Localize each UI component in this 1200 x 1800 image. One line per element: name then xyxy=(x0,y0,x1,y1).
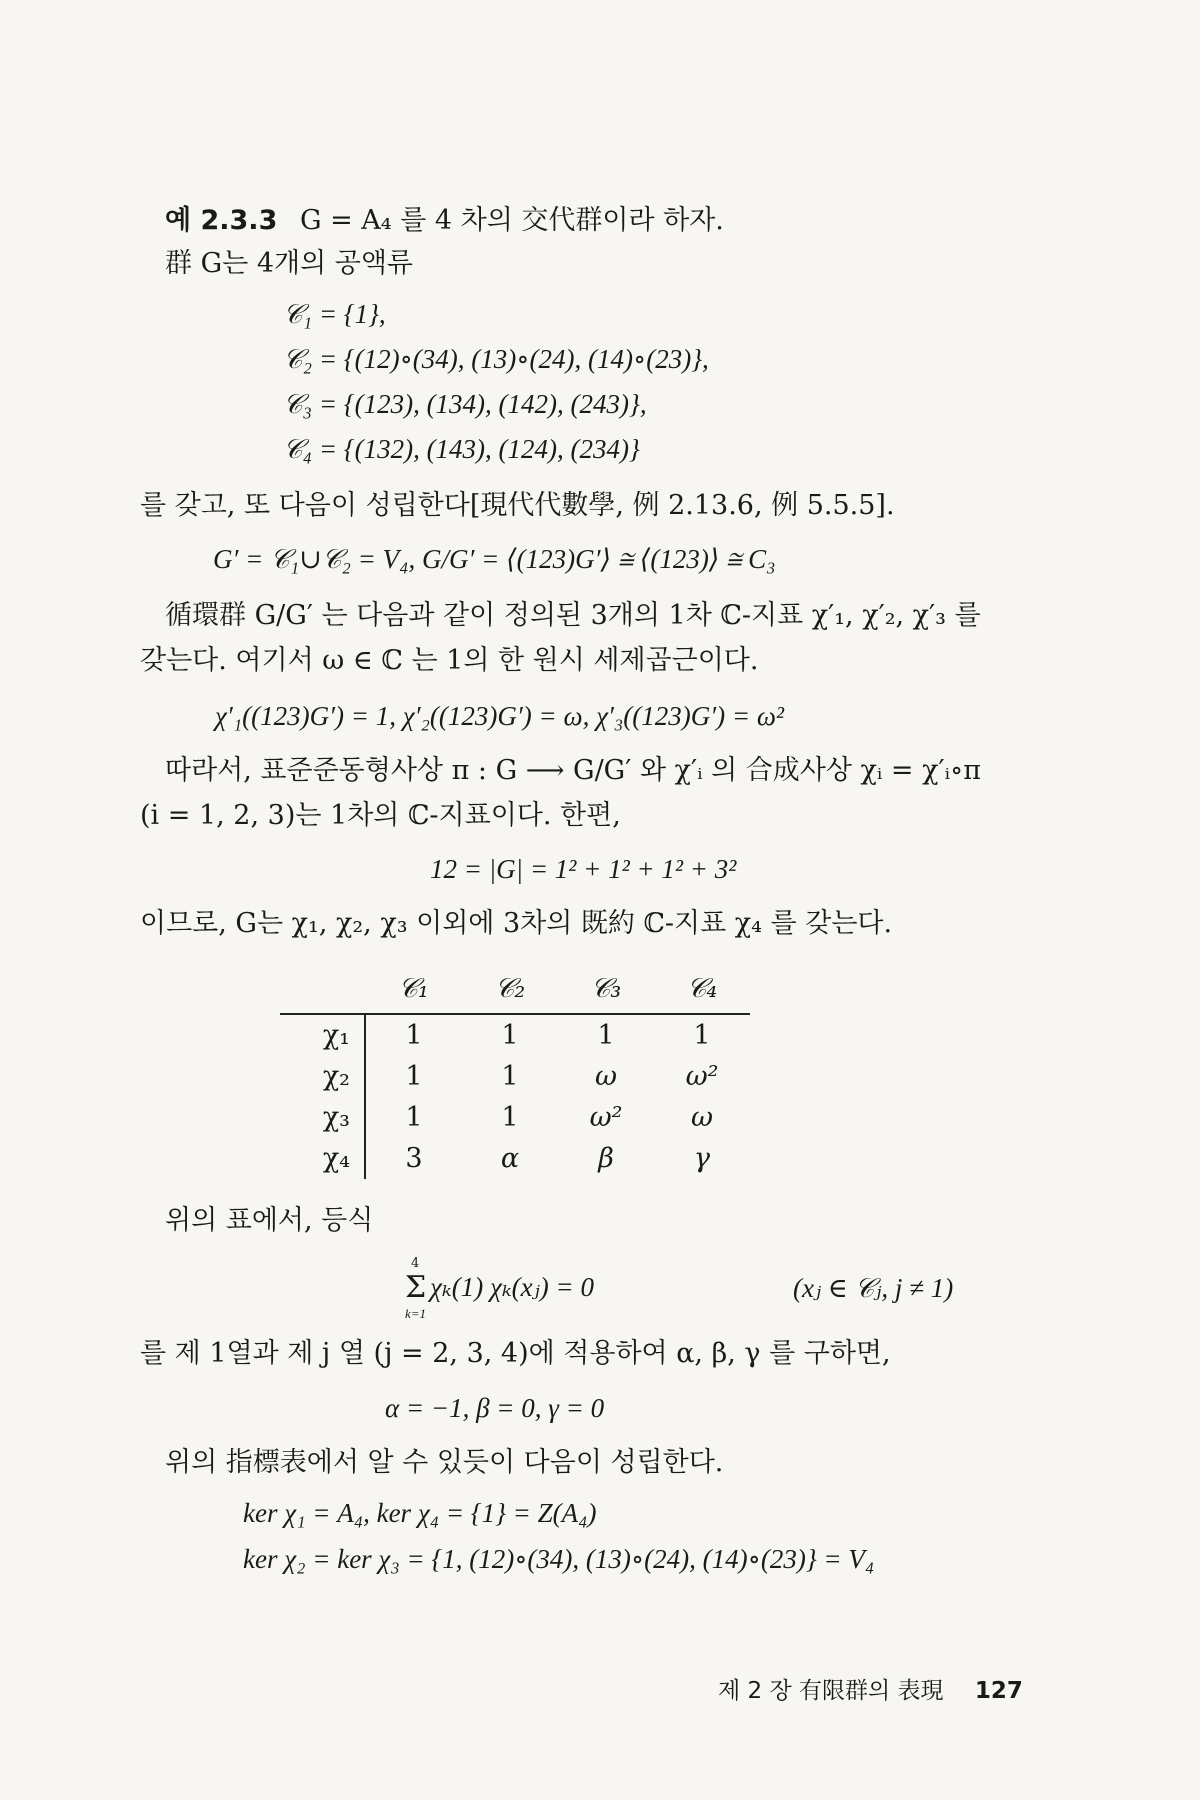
table-cell: ω² xyxy=(589,1102,623,1133)
table-cell: β xyxy=(598,1143,614,1174)
example-definition: G = A₄ 를 4 차의 交代群이라 하자. xyxy=(299,205,724,236)
table-column-header: 𝒞₂ xyxy=(462,965,558,1014)
paragraph-4: 이므로, G는 χ₁, χ₂, χ₃ 이외에 3차의 既約 ℂ-지표 χ₄ 를 갖는다. xyxy=(140,908,893,939)
paragraph-6: 를 제 1열과 제 j 열 (j = 2, 3, 4)에 적용하여 α, β, γ 를 구하면, xyxy=(140,1338,891,1369)
paragraph-5: 위의 표에서, 등식 xyxy=(165,1205,374,1236)
table-row-label: χ₃ xyxy=(322,1102,350,1133)
table-column-header: 𝒞₁ xyxy=(365,965,462,1014)
class-2: 𝒞₂ = {(12)∘(34), (13)∘(24), (14)∘(23)}, xyxy=(283,344,709,374)
table-cell: ω xyxy=(594,1061,618,1092)
table-cell: 3 xyxy=(365,1138,462,1179)
table-cell: 1 xyxy=(365,1097,462,1138)
example-intro: 群 G는 4개의 공액류 xyxy=(165,248,413,279)
table-row-label: χ₂ xyxy=(322,1061,350,1092)
sum-lower-limit: k=1 xyxy=(405,1306,427,1321)
table-row-label: χ₁ xyxy=(322,1020,350,1051)
example-header xyxy=(165,205,724,237)
table-cell: ω xyxy=(690,1102,714,1133)
class-1: 𝒞₁ = {1}, xyxy=(283,299,386,329)
table-column-header: 𝒞₄ xyxy=(654,965,750,1014)
example-label: 예 2.3.3 xyxy=(165,205,278,236)
equation-characters: χ′₁((123)G′) = 1, χ′₂((123)G′) = ω, χ′₃((123)G′) = ω² xyxy=(215,701,785,731)
table-cell: 1 xyxy=(501,1061,519,1092)
page-footer xyxy=(718,1672,1023,1705)
table-cell: 1 xyxy=(597,1020,615,1051)
equation-greek-values: α = −1, β = 0, γ = 0 xyxy=(385,1393,605,1423)
table-cell: 1 xyxy=(365,1056,462,1097)
table-row-label: χ₄ xyxy=(322,1143,350,1174)
paragraph-7: 위의 指標表에서 알 수 있듯이 다음이 성립한다. xyxy=(165,1447,724,1478)
character-table xyxy=(280,965,750,1179)
paragraph-2b: 갖는다. 여기서 ω ∈ ℂ 는 1의 한 원시 세제곱근이다. xyxy=(140,645,759,676)
table-row xyxy=(280,1138,750,1179)
equation-order: 12 = |G| = 1² + 1² + 1² + 3² xyxy=(430,854,737,884)
table-corner xyxy=(280,965,365,1014)
kernel-line-2: ker χ₂ = ker χ₃ = {1, (12)∘(34), (13)∘(24), (14)∘(23)} = V₄ xyxy=(243,1544,875,1574)
table-cell: 1 xyxy=(501,1102,519,1133)
sum-body: χₖ(1) χₖ(xⱼ) = 0 xyxy=(430,1272,595,1302)
chapter-title: 제 2 장 有限群의 表現 xyxy=(718,1678,944,1704)
class-4: 𝒞₄ = {(132), (143), (124), (234)} xyxy=(283,434,640,464)
table-header-row xyxy=(280,965,750,1014)
page-number: 127 xyxy=(974,1678,1023,1704)
sum-symbol: Σ xyxy=(405,1270,427,1305)
table-row xyxy=(280,1014,750,1056)
paragraph-1: 를 갖고, 또 다음이 성립한다[現代代數學, 例 2.13.6, 例 5.5.5]. xyxy=(140,490,895,521)
table-cell: α xyxy=(500,1143,520,1174)
table-cell: 1 xyxy=(693,1020,711,1051)
table-cell: γ xyxy=(693,1143,711,1174)
sum-upper-limit: 4 xyxy=(411,1256,420,1271)
sum-condition: (xⱼ ∈ 𝒞ⱼ, j ≠ 1) xyxy=(793,1273,954,1303)
table-cell: 1 xyxy=(365,1014,462,1056)
paragraph-2a: 循環群 G/G′ 는 다음과 같이 정의된 3개의 1차 ℂ-지표 χ′₁, χ′₂, χ′₃ 를 xyxy=(165,600,981,631)
table-row xyxy=(280,1097,750,1138)
class-3: 𝒞₃ = {(123), (134), (142), (243)}, xyxy=(283,389,647,419)
equation-quotient: G′ = 𝒞₁∪𝒞₂ = V₄, G/G′ = ⟨(123)G′⟩ ≅ ⟨(123)⟩ ≅ C₃ xyxy=(213,544,776,574)
kernel-line-1: ker χ₁ = A₄, ker χ₄ = {1} = Z(A₄) xyxy=(243,1498,597,1528)
paragraph-3b: (i = 1, 2, 3)는 1차의 ℂ-지표이다. 한편, xyxy=(140,800,621,831)
table-row xyxy=(280,1056,750,1097)
table-cell: ω² xyxy=(685,1061,719,1092)
paragraph-3a: 따라서, 표준준동형사상 π : G ⟶ G/G′ 와 χ′ᵢ 의 合成사상 χᵢ = χ′ᵢ∘π xyxy=(165,755,982,786)
table-column-header: 𝒞₃ xyxy=(558,965,654,1014)
table-cell: 1 xyxy=(501,1020,519,1051)
